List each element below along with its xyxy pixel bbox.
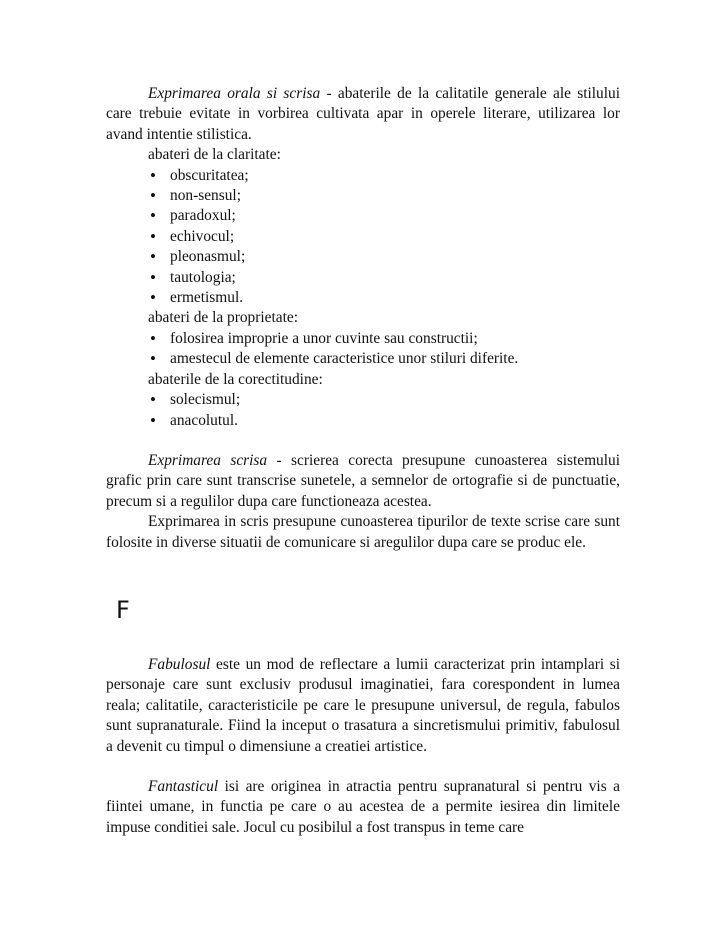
intro-text: - abaterile de la calitatile generale ale stilului care trebuie evitate in vorbirea cultivata apar in operele literare, utilizarea lor avand intentie stilistica. (106, 85, 620, 143)
list-item: • solecismul; (148, 390, 620, 410)
fantasticul-paragraph (106, 777, 620, 838)
list-item: • obscuritatea; (148, 166, 620, 186)
written-expression-paragraph-2: Exprimarea in scris presupune cunoasterea tipurilor de texte scrise care sunt folosite in diverse situatii de comunicare si aregulilor dupa care se produc ele. (106, 513, 620, 551)
fantasticul-term: Fantasticul (148, 777, 219, 795)
fabulosul-text: este un mod de reflectare a lumii caracterizat prin intamplari si personaje care sunt exclusiv produsul imaginatiei, fara corespondent in lumea reala; calitatile, caracteristicile pe care le presupune universul, de regula, fabulos sunt supranaturale. Fiind la inceput o trasatura a sincretismului primitiv, fabulosul a devenit cu timpul o dimensiune a creatiei artistice. (106, 655, 620, 755)
written-expression-text: - scrierea corecta presupune cunoasterea sistemului grafic prin care sunt transcrise sunetele, a semnelor de ortografie si de punctuatie, precum si a regulilor dupa care functioneaza acestea. (106, 451, 620, 510)
section-letter: F (116, 595, 130, 624)
list-item: • echivocul; (148, 227, 620, 247)
propriety-heading: abateri de la proprietate: (148, 309, 298, 327)
list-item: • ermetismul. (148, 288, 620, 308)
spacer (106, 553, 620, 595)
fabulosul-paragraph (106, 655, 620, 757)
correctness-list (106, 390, 620, 431)
list-item: • non-sensul; (148, 186, 620, 206)
intro-term: Exprimarea orala si scrisa (148, 85, 321, 102)
list-item: • pleonasmul; (148, 247, 620, 267)
fabulosul-term: Fabulosul (148, 655, 211, 673)
clarity-heading: abateri de la claritate: (148, 146, 281, 164)
list-item: • tautologia; (148, 268, 620, 288)
spacer (106, 757, 620, 777)
list-item: • amestecul de elemente caracteristice unor stiluri diferite. (148, 349, 620, 369)
written-expression-paragraph (106, 451, 620, 512)
correctness-heading: abaterile de la corectitudine: (148, 370, 323, 388)
list-item: • anacolutul. (148, 411, 620, 431)
spacer (106, 431, 620, 451)
list-item: • paradoxul; (148, 206, 620, 226)
propriety-list (106, 329, 620, 370)
written-expression-term: Exprimarea scrisa (148, 451, 268, 469)
spacer (106, 625, 620, 655)
intro-paragraph (106, 84, 620, 145)
clarity-list (106, 166, 620, 309)
fantasticul-text: isi are originea in atractia pentru supranatural si pentru vis a fiintei umane, in functia pe care o au acestea de a permite iesirea din limitele impuse conditiei sale. Jocul cu posibilul a fost transpus in teme care (106, 777, 620, 836)
list-item: • folosirea improprie a unor cuvinte sau constructii; (148, 329, 620, 349)
document-page (106, 84, 620, 838)
